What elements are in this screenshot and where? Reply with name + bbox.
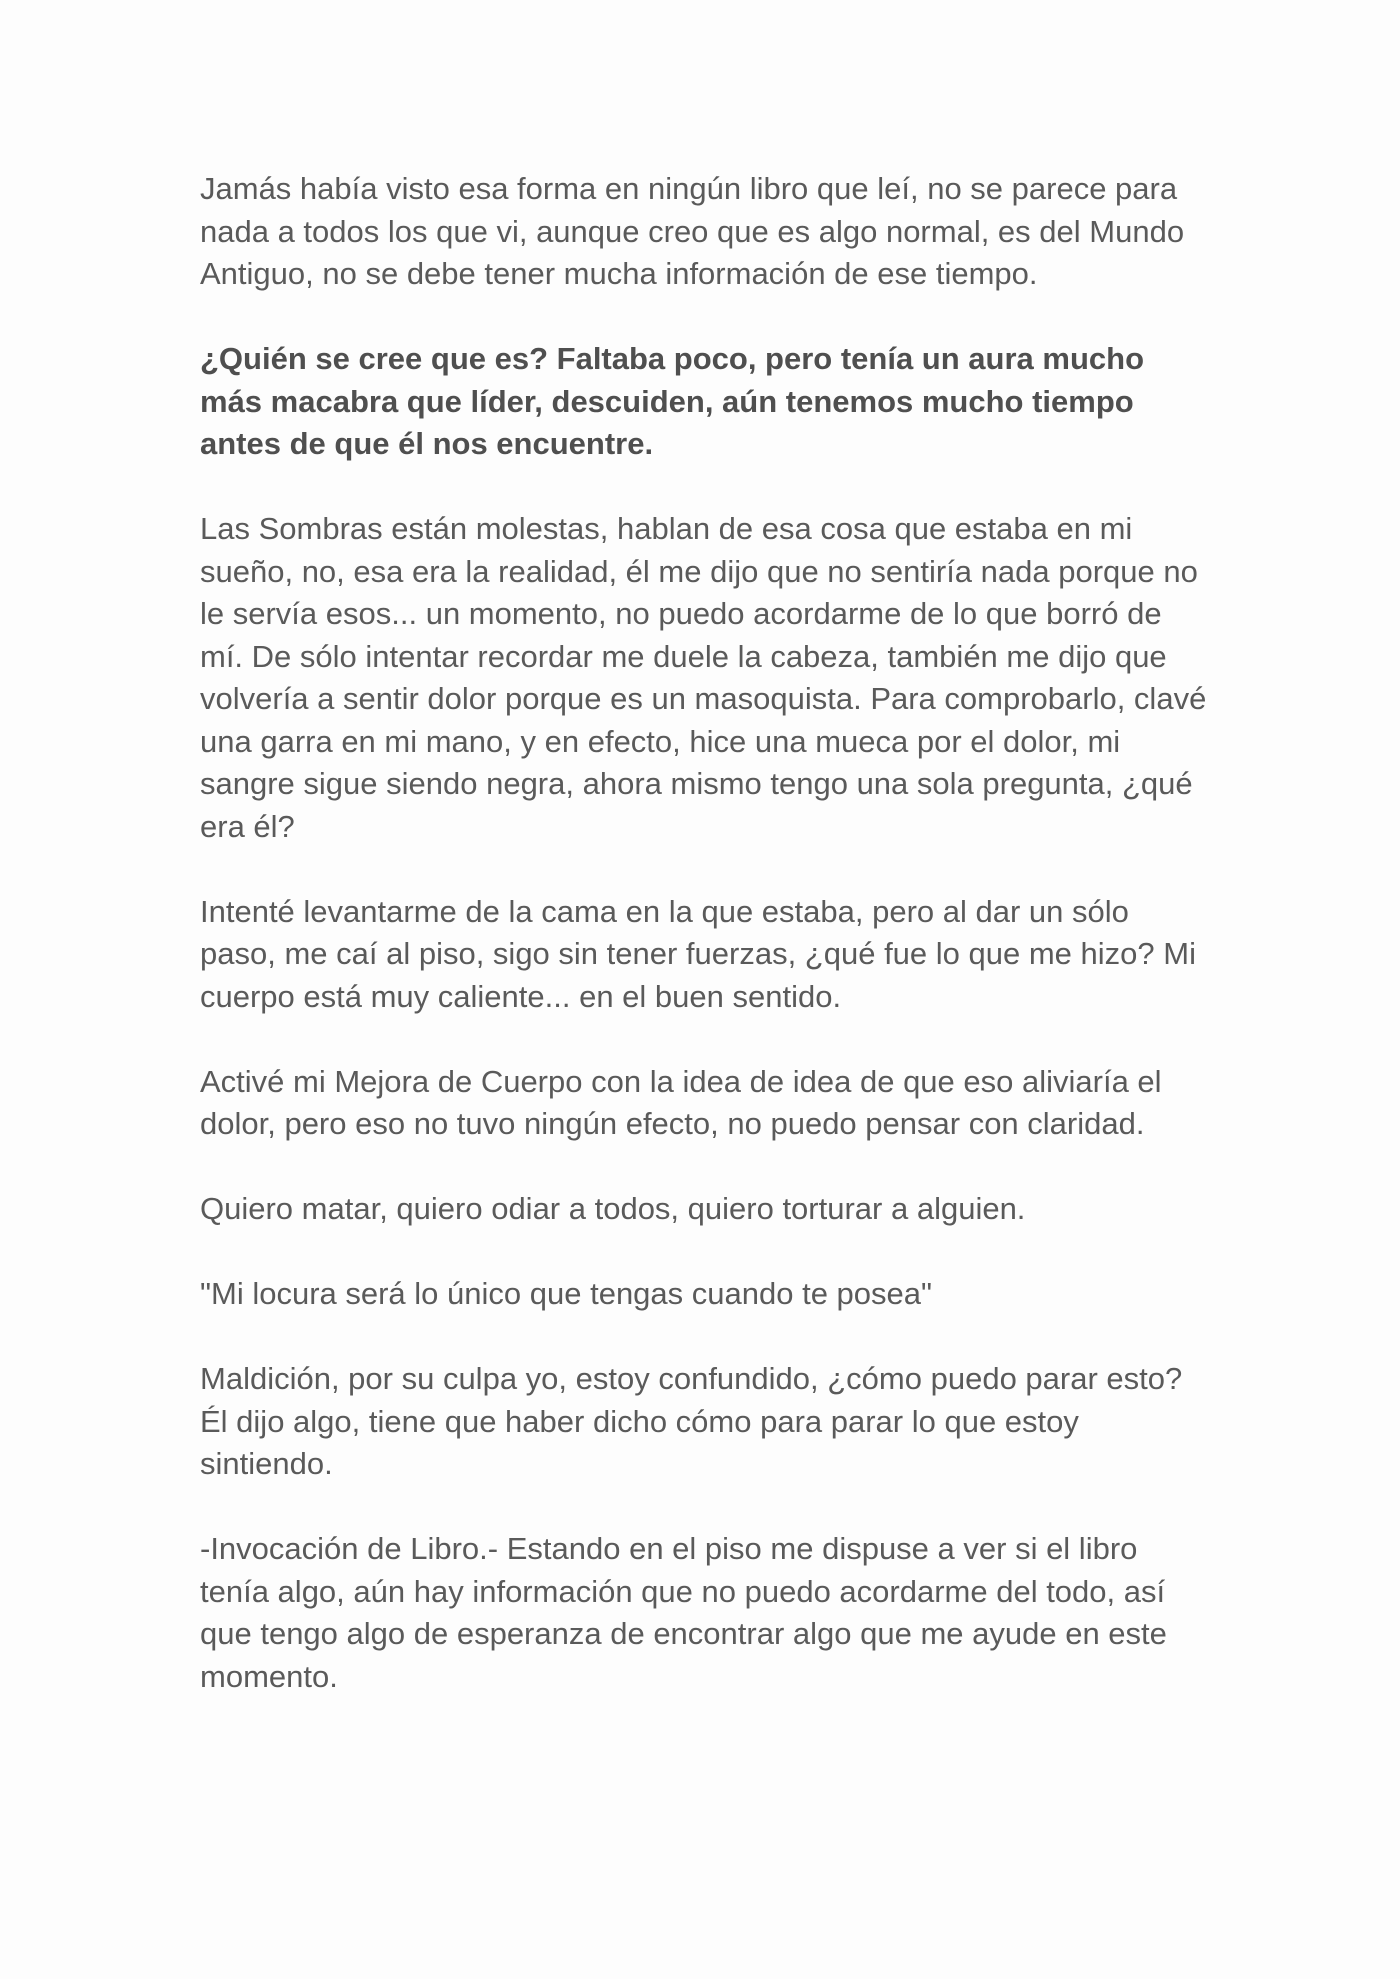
- paragraph-5: Activé mi Mejora de Cuerpo con la idea de idea de que eso aliviaría el dolor, pero eso no tuvo ningún efecto, no puedo pensar con claridad.: [200, 1063, 1162, 1141]
- paragraph-6: Quiero matar, quiero odiar a todos, quiero torturar a alguien.: [200, 1191, 1026, 1226]
- paragraph-4: Intenté levantarme de la cama en la que estaba, pero al dar un sólo paso, me caí al piso, sigo sin tener fuerzas, ¿qué fue lo que me hizo? Mi cuerpo está muy caliente... en el buen sentido.: [200, 893, 1196, 1014]
- paragraph-9: -Invocación de Libro.- Estando en el piso me dispuse a ver si el libro tenía algo, aún hay información que no puedo acordarme del todo, así que tengo algo de esperanza de encontrar algo que me ayude en este momento.: [200, 1531, 1167, 1694]
- text-column: [200, 168, 1210, 1741]
- paragraph-8: Maldición, por su culpa yo, estoy confundido, ¿cómo puedo parar esto? Él dijo algo, tiene que haber dicho cómo para parar lo que estoy sintiendo.: [200, 1361, 1183, 1481]
- paragraph-1: Jamás había visto esa forma en ningún libro que leí, no se parece para nada a todos los que vi, aunque creo que es algo normal, es del Mundo Antiguo, no se debe tener mucha información de ese tiempo.: [200, 171, 1185, 291]
- paragraph-7-quote: "Mi locura será lo único que tengas cuando te posea": [200, 1276, 933, 1311]
- paragraph-3: Las Sombras están molestas, hablan de esa cosa que estaba en mi sueño, no, esa era la realidad, él me dijo que no sentiría nada porque no le servía esos... un momento, no puedo acordarme de lo que borró de mí. De sólo intentar recordar me duele la cabeza, también me dijo que volvería a sentir dolor porque es un masoquista. Para comprobarlo, clavé una garra en mi mano, y en efecto, hice una mueca por el dolor, mi sangre sigue siendo negra, ahora mismo tengo una sola pregunta, ¿qué era él?: [200, 511, 1207, 844]
- paragraph-2-bold: ¿Quién se cree que es? Faltaba poco, pero tenía un aura mucho más macabra que líder, descuiden, aún tenemos mucho tiempo antes de que él nos encuentre.: [200, 341, 1145, 461]
